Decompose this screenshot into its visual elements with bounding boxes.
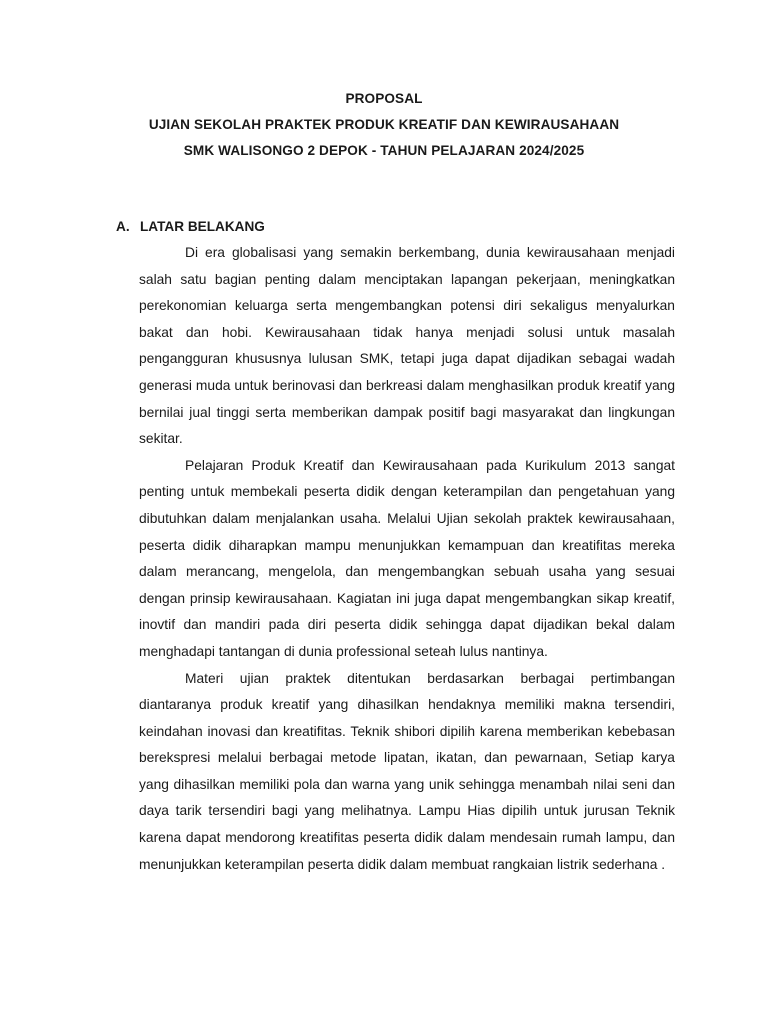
document-subtitle: UJIAN SEKOLAH PRAKTEK PRODUK KREATIF DAN KEWIRAUSAHAAN [148,117,620,132]
school-year-line: SMK WALISONGO 2 DEPOK - TAHUN PELAJARAN 2024/2025 [183,143,585,158]
paragraph-1: Di era globalisasi yang semakin berkembang, dunia kewirausahaan menjadi salah satu bagian penting dalam menciptakan lapangan pekerjaan, meningkatkan perekonomian keluarga serta mengembangkan potensi diri sekaligus menyalurkan bakat dan hobi. Kewirausahaan tidak hanya menjadi solusi untuk masalah pengangguran khususnya lulusan SMK, tetapi juga dapat dijadikan sebagai wadah generasi muda untuk berinovasi dan berkreasi dalam menghasilkan produk kreatif yang bernilai jual tinggi serta memberikan dampak positif bagi masyarakat dan lingkungan sekitar. [139,245,675,447]
paragraph-3: Materi ujian praktek ditentukan berdasarkan berbagai pertimbangan diantaranya produk kreatif yang dihasilkan hendaknya memiliki makna tersendiri, keindahan inovasi dan kreatifitas. Teknik shibori dipilih karena memberikan kebebasan berekspresi melalui berbagai metode lipatan, ikatan, dan pewarnaan, Setiap karya yang dihasilkan memiliki pola dan warna yang unik sehingga menambah nilai seni dan daya tarik tersendiri bagi yang melihatnya. Lampu Hias dipilih untuk jurusan Teknik karena dapat mendorong kreatifitas peserta didik dalam mendesain rumah lampu, dan menunjukkan keterampilan peserta didik dalam membuat rangkaian listrik sederhana . [139,670,675,872]
section-a [116,216,676,238]
document-title: PROPOSAL [345,91,423,106]
title-block [0,86,768,164]
paragraph-2: Pelajaran Produk Kreatif dan Kewirausahaan pada Kurikulum 2013 sangat penting untuk membekali peserta didik dengan keterampilan dan pengetahuan yang dibutuhkan dalam menjalankan usaha. Melalui Ujian sekolah praktek kewirausahaan, peserta didik diharapkan mampu menunjukkan kemampuan dan kreatifitas mereka dalam merancang, mengelola, dan mengembangkan sebuah usaha yang sesuai dengan prinsip kewirausahaan. Kagiatan ini juga dapat mengembangkan sikap kreatif, inovtif dan mandiri pada diri peserta didik sehingga dapat dijadikan bekal dalam menghadapi tantangan di dunia professional seteah lulus nantinya. [139,457,675,659]
section-heading [116,216,676,238]
section-letter: A. [116,219,130,234]
section-body [139,240,675,878]
section-title: LATAR BELAKANG [140,219,265,234]
